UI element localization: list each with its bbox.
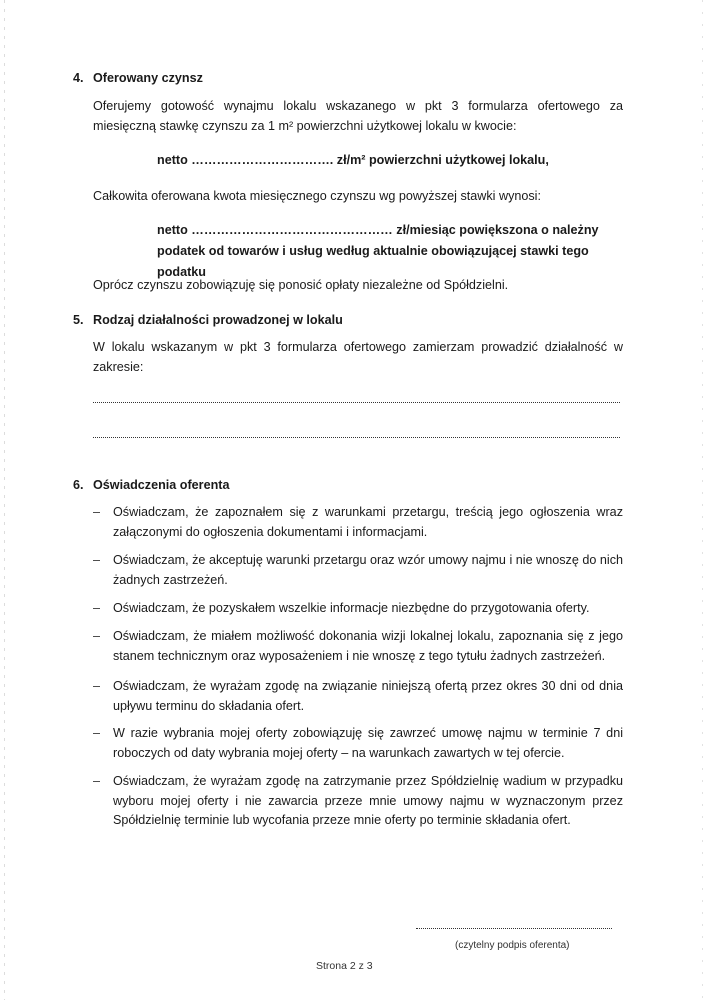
dash-bullet-icon: – [93, 774, 101, 788]
declaration-text: Oświadczam, że miałem możliwość dokonania wizji lokalnej lokalu, zapoznania się z jego stanem technicznym oraz wyposażeniem i nie wnoszę z tego tytułu żadnych zastrzeżeń. [113, 629, 623, 663]
declaration-item [93, 724, 623, 763]
section-4-paragraph-2: Całkowita oferowana kwota miesięcznego czynszu wg powyższej stawki wynosi: [93, 189, 541, 203]
net-total-line: netto ………………………………………… zł/miesiąc powiększona o należny podatek od towarów i usług według aktualnie obowiązującej stawki tego podatku [157, 223, 599, 279]
scan-edge-left [4, 0, 5, 1000]
declaration-item [93, 503, 623, 542]
section-4-number: 4. [73, 71, 84, 85]
section-4-paragraph-3: Oprócz czynszu zobowiązuję się ponosić opłaty niezależne od Spółdzielni. [93, 278, 509, 292]
declaration-item [93, 599, 623, 619]
net-rate-line: netto ……………………………. zł/m² powierzchni użytkowej lokalu, [157, 153, 549, 167]
dash-bullet-icon: – [93, 726, 101, 740]
declaration-text: Oświadczam, że wyrażam zgodę na związanie niniejszą ofertą przez okres 30 dni od dnia upływu terminu do składania ofert. [113, 679, 623, 713]
signature-caption: (czytelny podpis oferenta) [455, 940, 570, 951]
activity-fill-line-1[interactable] [93, 401, 620, 403]
section-4-heading [73, 69, 203, 89]
section-5-paragraph-1: W lokalu wskazanym w pkt 3 formularza ofertowego zamierzam prowadzić działalność w zakresie: [93, 340, 623, 374]
dash-bullet-icon: – [93, 629, 101, 643]
declaration-item [93, 551, 623, 590]
section-5-title: Rodzaj działalności prowadzonej w lokalu [93, 313, 343, 327]
declaration-text: Oświadczam, że akceptuję warunki przetargu oraz wzór umowy najmu i nie wnoszę do nich żadnych zastrzeżeń. [113, 553, 623, 587]
dash-bullet-icon: – [93, 601, 101, 615]
section-5-heading [73, 311, 343, 331]
section-6-title: Oświadczenia oferenta [93, 478, 230, 492]
section-6-number: 6. [73, 478, 84, 492]
declaration-item [93, 627, 623, 666]
dash-bullet-icon: – [93, 505, 101, 519]
dash-bullet-icon: – [93, 679, 101, 693]
declaration-item [93, 677, 623, 716]
signature-line[interactable] [416, 928, 612, 929]
dash-bullet-icon: – [93, 553, 101, 567]
section-4-paragraph-1: Oferujemy gotowość wynajmu lokalu wskazanego w pkt 3 formularza ofertowego za miesięczną stawkę czynszu za 1 m² powierzchni użytkowej lokalu w kwocie: [93, 99, 623, 133]
section-6-heading [73, 476, 229, 496]
activity-fill-line-2[interactable] [93, 436, 620, 438]
declaration-item [93, 772, 623, 831]
section-4-title: Oferowany czynsz [93, 71, 203, 85]
declaration-text: W razie wybrania mojej oferty zobowiązuję się zawrzeć umowę najmu w terminie 7 dni roboczych od daty wybrania mojej oferty – na warunkach zawartych w tej ofercie. [113, 726, 623, 760]
declaration-text: Oświadczam, że wyrażam zgodę na zatrzymanie przez Spółdzielnię wadium w przypadku wyboru mojej oferty i nie zawarcia przeze mnie umowy najmu w wyznaczonym przez Spółdzielnię terminie lub wycofania przeze mnie oferty po terminie składania ofert. [113, 774, 623, 828]
declaration-text: Oświadczam, że pozyskałem wszelkie informacje niezbędne do przygotowania oferty. [113, 601, 590, 615]
scan-edge-right [702, 0, 703, 1000]
section-5-number: 5. [73, 313, 84, 327]
declaration-text: Oświadczam, że zapoznałem się z warunkami przetargu, treścią jego ogłoszenia wraz załączonymi do ogłoszenia dokumentami i informacjami. [113, 505, 623, 539]
page-number: Strona 2 z 3 [316, 960, 373, 972]
